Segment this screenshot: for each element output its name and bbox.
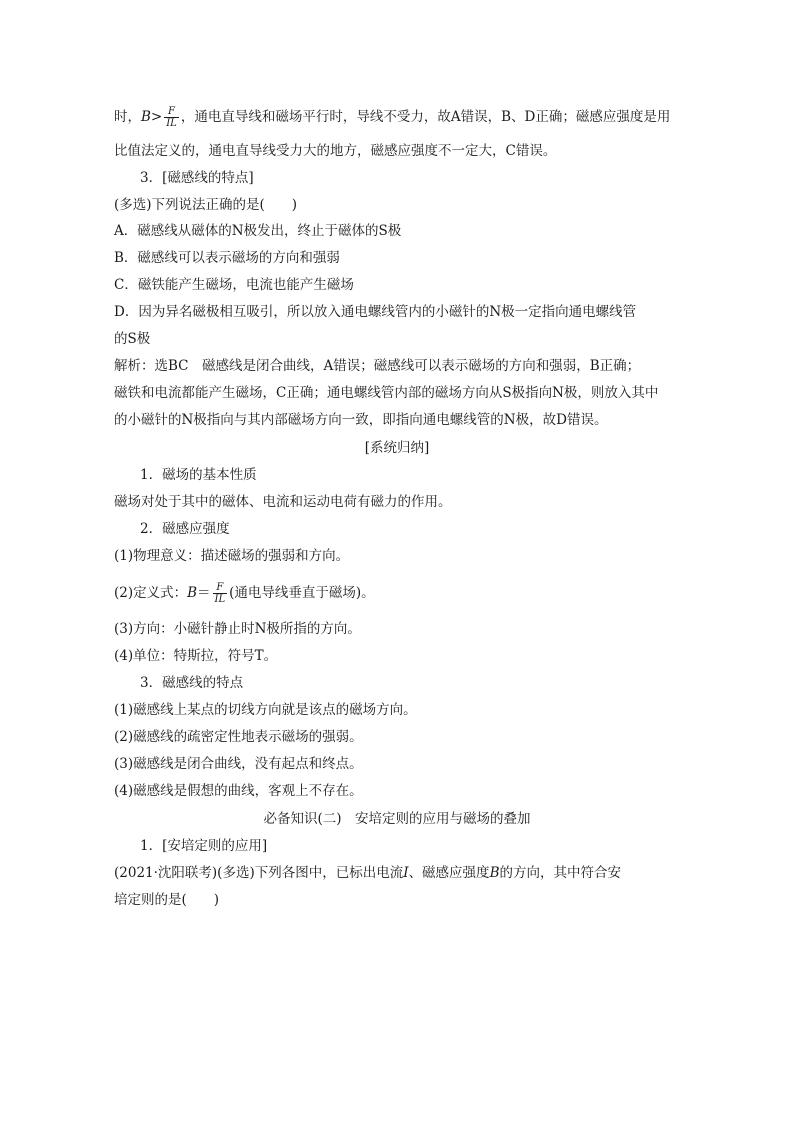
summary-1-text: 磁场对处于其中的磁体、电流和运动电荷有磁力的作用。 (114, 494, 452, 510)
explanation-line-2: 比值法定义的，通电直导线受力大的地方，磁感应强度不一定大，C错误。 (114, 143, 557, 159)
fraction-f-over-il: $\frac{F}{IL}$ (214, 582, 226, 605)
answer-line-3: 的小磁针的N极指向与其内部磁场方向一致，即指向通电螺线管的N极，故D错误。 (114, 412, 608, 428)
summary-3-item-1: (1)磁感线上某点的切线方向就是该点的磁场方向。 (114, 702, 417, 718)
explanation-line-1: 时，B> $\frac{F}{IL}$ ，通电直导线和磁场平行时，导线不受力，故A错误，B、D正确；磁感应强度是用 (114, 106, 671, 129)
question-3-option-d-line-1: D．因为异名磁极相互吸引，所以放入通电螺线管内的小磁针的N极一定指向通电螺线管 (114, 304, 637, 320)
summary-3-item-2: (2)磁感线的疏密定性地表示磁场的强弱。 (114, 729, 363, 745)
answer-line-1: 解析：选BC 磁感线是闭合曲线，A错误；磁感线可以表示磁场的方向和强弱，B正确； (114, 358, 641, 374)
summary-1-title: 1．磁场的基本性质 (140, 467, 257, 483)
question-1-title: 1．[安培定则的应用] (140, 838, 268, 854)
question-1-stem-line-2: 培定则的是( ) (114, 892, 220, 908)
section-2-heading: 必备知识(二) 安培定则的应用与磁场的叠加 (263, 811, 531, 827)
question-1-stem-line-1: (2021·沈阳联考)(多选)下列各图中，已标出电流I、磁感应强度B的方向，其中符合安 (114, 865, 621, 881)
answer-line-2: 磁铁和电流都能产生磁场，C正确；通电螺线管内部的磁场方向从S极指向N极，则放入其中 (114, 385, 659, 401)
summary-3-item-3: (3)磁感线是闭合曲线，没有起点和终点。 (114, 756, 363, 772)
summary-heading: [系统归纳] (364, 440, 430, 456)
question-3-option-c: C．磁铁能产生磁场，电流也能产生磁场 (114, 277, 354, 293)
question-3-option-a: A．磁感线从磁体的N极发出，终止于磁体的S极 (114, 223, 402, 239)
question-3-option-d-line-2: 的S极 (114, 331, 151, 347)
summary-3-item-4: (4)磁感线是假想的曲线，客观上不存在。 (114, 783, 363, 799)
question-3-title: 3．[磁感线的特点] (140, 170, 254, 186)
summary-2-item-3: (3)方向：小磁针静止时N极所指的方向。 (114, 621, 361, 637)
question-3-stem: (多选)下列说法正确的是( ) (114, 197, 298, 213)
summary-2-item-4: (4)单位：特斯拉，符号T。 (114, 648, 278, 664)
fraction-f-over-il: $\frac{F}{IL}$ (166, 106, 177, 129)
summary-3-title: 3．磁感线的特点 (140, 675, 244, 691)
question-3-option-b: B．磁感线可以表示磁场的方向和强弱 (114, 250, 340, 266)
summary-2-title: 2．磁感应强度 (140, 521, 230, 537)
summary-2-item-1: (1)物理意义：描述磁场的强弱和方向。 (114, 548, 350, 564)
summary-2-item-2: (2)定义式：B＝ $\frac{F}{IL}$ (通电导线垂直于磁场)。 (114, 582, 375, 605)
